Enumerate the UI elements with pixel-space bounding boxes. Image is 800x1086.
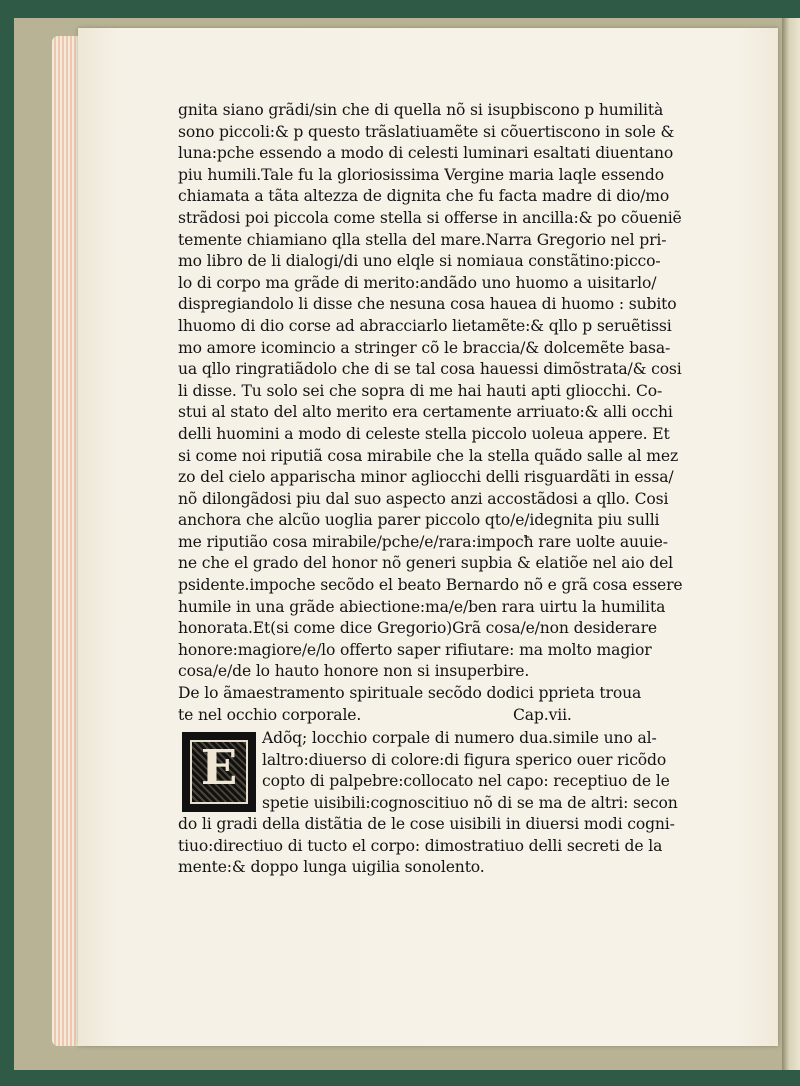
text-line: mente:& doppo lunga uigilia sonolento. — [178, 858, 485, 877]
text-line: do li gradi della distãtia de le cose uisibili in diuersi modi cogni- — [178, 815, 675, 834]
text-line: Adõq; locchio corpale di numero dua.simile uno al- — [262, 729, 657, 748]
text-line: nõ dilongãdosi piu dal suo aspecto anzi accostãdosi a qllo. Cosi — [178, 489, 669, 508]
text-line: piu humili.Tale fu la gloriosissima Vergine maria laqle essendo — [178, 165, 664, 184]
chapter-heading: De lo ãmaestramento spirituale secõdo dodici pprieta troua — [178, 684, 642, 703]
text-line: temente chiamiano qlla stella del mare.Narra Gregorio nel pri- — [178, 230, 667, 249]
chapter-subject: te nel occhio corporale. — [178, 705, 362, 724]
text-line: mo libro de li dialogi/di uno elqle si nomiaua constãtino:picco- — [178, 252, 661, 271]
text-line: ne che el grado del honor nõ generi supbia & elatiõe nel aio del — [178, 554, 673, 573]
text-line: psidente.impoche secõdo el beato Bernardo nõ e grã cosa essere — [178, 576, 683, 595]
text-line: stui al stato del alto merito era certamente arriuato:& alli occhi — [178, 403, 673, 422]
text-line: lo di corpo ma grãde di merito:andãdo uno huomo a uisitarlo/ — [178, 273, 657, 292]
text-line: laltro:diuerso di colore:di figura sperico ouer ricõdo — [262, 750, 667, 769]
initial-paragraph — [178, 728, 728, 814]
text-line: chiamata a tãta altezza de dignita che fu facta madre di dio/mo — [178, 187, 670, 206]
text-line: lhuomo di dio corse ad abracciarlo lietamẽte:& qllo p seruẽtissi — [178, 316, 672, 335]
text-line: delli huomini a modo di celeste stella piccolo uoleua appere. Et — [178, 424, 670, 443]
text-line: tiuo:directiuo di tucto el corpo: dimostratiuo delli secreti de la — [178, 836, 663, 855]
text-line: sono piccoli:& p questo trãslatiuamẽte si cõuertiscono in sole & — [178, 122, 675, 141]
text-line: gnita siano grãdi/sin che di quella nõ si isupbiscono p humilità — [178, 101, 664, 119]
initial-letter: E — [200, 740, 238, 797]
text-line: anchora che alcũo uoglia parer piccolo qto/e/idegnita piu sulli — [178, 511, 660, 530]
chapter-heading-line2 — [178, 705, 728, 727]
text-line: strãdosi poi piccola come stella si offerse in ancilla:& po cõueniẽ — [178, 208, 682, 227]
page-text — [178, 100, 728, 879]
facing-page-edge — [782, 18, 800, 1070]
text-line: luna:pche essendo a modo di celesti luminari esaltati diuentano — [178, 144, 674, 163]
text-line: cosa/e/de lo hauto honore non si insuperbire. — [178, 662, 530, 681]
text-line: honorata.Et(si come dice Gregorio)Grã cosa/e/non desiderare — [178, 619, 657, 638]
text-line: honore:magiore/e/lo offerto saper rifiutare: ma molto magior — [178, 640, 652, 659]
text-line: zo del cielo apparischa minor agliocchi delli risguardãti in essa/ — [178, 468, 674, 487]
chapter-number: Cap.vii. — [513, 705, 572, 724]
text-line: copto di palpebre:collocato nel capo: receptiuo de le — [262, 772, 670, 791]
text-line: spetie uisibili:cognoscitiuo nõ di se ma de altri: secon — [262, 794, 678, 812]
text-line: ua qllo ringratiãdolo che di se tal cosa hauessi dimõstrata/& cosi — [178, 360, 682, 379]
text-line: humile in una grãde abiectione:ma/e/ben rara uirtu la humilita — [178, 597, 666, 616]
text-line: mo amore icomincio a stringer cõ le braccia/& dolcemẽte basa- — [178, 338, 671, 357]
decorated-initial — [182, 732, 256, 812]
book-page — [78, 28, 778, 1046]
text-line: dispregiandolo li disse che nesuna cosa hauea di huomo : subito — [178, 295, 677, 314]
text-line: me riputião cosa mirabile/pche/e/rara:impocħ rare uolte auuie- — [178, 532, 668, 551]
text-line: si come noi riputiã cosa mirabile che la stella quãdo salle al mez — [178, 446, 679, 465]
text-line: li disse. Tu solo sei che sopra di me hai hauti apti gliocchi. Co- — [178, 381, 663, 400]
